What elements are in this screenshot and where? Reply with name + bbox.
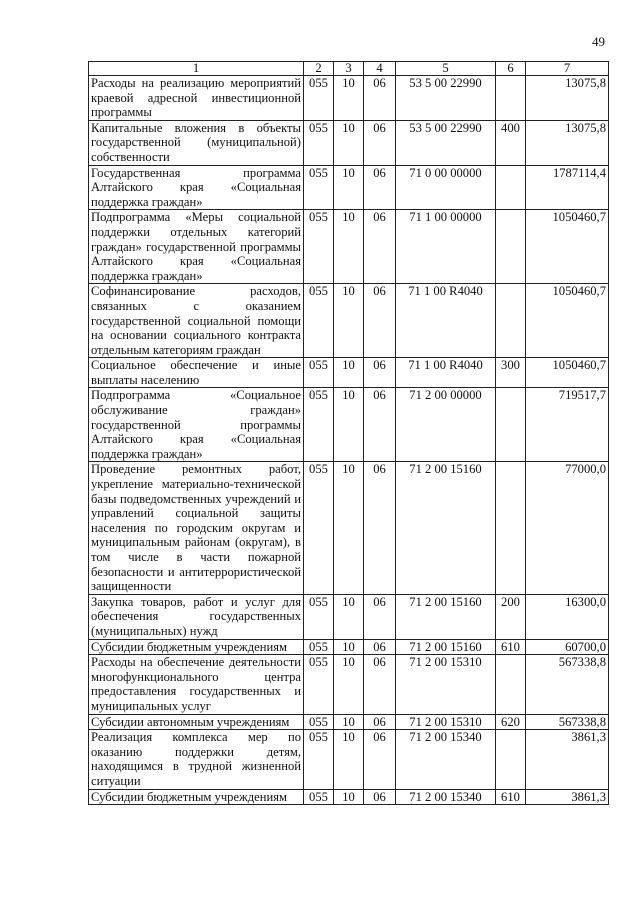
cell-amount: 719517,7 [526, 388, 609, 462]
cell-target-article: 71 1 00 R4040 [396, 284, 496, 358]
header-col-3: 3 [334, 62, 364, 76]
header-col-6: 6 [496, 62, 526, 76]
table-header [89, 62, 609, 76]
cell-section: 10 [334, 165, 364, 210]
cell-amount: 567338,8 [526, 714, 609, 730]
cell-amount: 13075,8 [526, 120, 609, 165]
cell-name: Субсидии бюджетным учреждениям [89, 639, 304, 655]
cell-ministry: 055 [304, 789, 334, 805]
cell-name: Реализация комплекса мер по оказанию поддержки детям, находящимся в трудной жизненной ситуации [89, 730, 304, 789]
cell-ministry: 055 [304, 594, 334, 639]
table-row [89, 388, 609, 462]
cell-name: Субсидии бюджетным учреждениям [89, 789, 304, 805]
cell-amount: 3861,3 [526, 789, 609, 805]
table-row [89, 655, 609, 714]
cell-section: 10 [334, 789, 364, 805]
cell-amount: 1050460,7 [526, 358, 609, 388]
cell-ministry: 055 [304, 655, 334, 714]
cell-amount: 77000,0 [526, 462, 609, 594]
table-row [89, 462, 609, 594]
cell-name: Капитальные вложения в объекты государственной (муниципальной) собственности [89, 120, 304, 165]
cell-amount: 1050460,7 [526, 284, 609, 358]
cell-subsection: 06 [364, 639, 396, 655]
cell-ministry: 055 [304, 165, 334, 210]
table-row [89, 165, 609, 210]
header-col-2: 2 [304, 62, 334, 76]
cell-section: 10 [334, 730, 364, 789]
cell-name: Софинансирование расходов, связанных с оказанием государственной социальной помощи на основании социального контракта отдельным категориям граждан [89, 284, 304, 358]
cell-subsection: 06 [364, 76, 396, 121]
cell-section: 10 [334, 655, 364, 714]
table-row [89, 210, 609, 284]
cell-target-article: 71 2 00 15340 [396, 730, 496, 789]
cell-target-article: 71 1 00 00000 [396, 210, 496, 284]
table-row [89, 789, 609, 805]
cell-ministry: 055 [304, 210, 334, 284]
cell-amount: 1787114,4 [526, 165, 609, 210]
table-row [89, 639, 609, 655]
table-row [89, 358, 609, 388]
header-row [89, 62, 609, 76]
cell-expense-type [496, 76, 526, 121]
cell-subsection: 06 [364, 284, 396, 358]
cell-subsection: 06 [364, 210, 396, 284]
cell-section: 10 [334, 639, 364, 655]
cell-ministry: 055 [304, 388, 334, 462]
header-col-5: 5 [396, 62, 496, 76]
cell-subsection: 06 [364, 120, 396, 165]
cell-subsection: 06 [364, 730, 396, 789]
cell-ministry: 055 [304, 462, 334, 594]
budget-table [88, 61, 609, 805]
cell-section: 10 [334, 210, 364, 284]
cell-ministry: 055 [304, 358, 334, 388]
cell-amount: 1050460,7 [526, 210, 609, 284]
cell-expense-type: 300 [496, 358, 526, 388]
cell-target-article: 71 2 00 15160 [396, 594, 496, 639]
header-col-7: 7 [526, 62, 609, 76]
cell-ministry: 055 [304, 714, 334, 730]
cell-subsection: 06 [364, 714, 396, 730]
cell-expense-type [496, 388, 526, 462]
cell-section: 10 [334, 462, 364, 594]
cell-expense-type: 400 [496, 120, 526, 165]
table-row [89, 76, 609, 121]
cell-name: Расходы на реализацию мероприятий краевой адресной инвестиционной программы [89, 76, 304, 121]
table-body [89, 76, 609, 805]
cell-target-article: 71 2 00 15160 [396, 462, 496, 594]
cell-target-article: 71 2 00 15310 [396, 714, 496, 730]
cell-ministry: 055 [304, 76, 334, 121]
cell-name: Подпрограмма «Меры социальной поддержки отдельных категорий граждан» государственной программы Алтайского края «Социальная поддержка граждан» [89, 210, 304, 284]
cell-target-article: 71 1 00 R4040 [396, 358, 496, 388]
cell-amount: 16300,0 [526, 594, 609, 639]
cell-ministry: 055 [304, 120, 334, 165]
cell-expense-type: 200 [496, 594, 526, 639]
cell-section: 10 [334, 388, 364, 462]
cell-name: Закупка товаров, работ и услуг для обеспечения государственных (муниципальных) нужд [89, 594, 304, 639]
cell-name: Расходы на обеспечение деятельности многофункционального центра предоставления государственных и муниципальных услуг [89, 655, 304, 714]
cell-amount: 13075,8 [526, 76, 609, 121]
cell-ministry: 055 [304, 730, 334, 789]
cell-amount: 60700,0 [526, 639, 609, 655]
cell-ministry: 055 [304, 284, 334, 358]
cell-name: Подпрограмма «Социальное обслуживание граждан» государственной программы Алтайского края «Социальная поддержка граждан» [89, 388, 304, 462]
cell-section: 10 [334, 714, 364, 730]
cell-ministry: 055 [304, 639, 334, 655]
cell-section: 10 [334, 358, 364, 388]
table-row [89, 284, 609, 358]
cell-target-article: 71 2 00 15340 [396, 789, 496, 805]
page-number: 49 [592, 34, 605, 49]
table-row [89, 594, 609, 639]
table-row [89, 120, 609, 165]
header-col-1: 1 [89, 62, 304, 76]
cell-subsection: 06 [364, 462, 396, 594]
cell-target-article: 71 2 00 15310 [396, 655, 496, 714]
cell-target-article: 53 5 00 22990 [396, 76, 496, 121]
cell-name: Государственная программа Алтайского края «Социальная поддержка граждан» [89, 165, 304, 210]
cell-amount: 567338,8 [526, 655, 609, 714]
cell-expense-type [496, 165, 526, 210]
cell-target-article: 71 0 00 00000 [396, 165, 496, 210]
cell-subsection: 06 [364, 165, 396, 210]
cell-expense-type [496, 284, 526, 358]
cell-expense-type [496, 462, 526, 594]
cell-name: Проведение ремонтных работ, укрепление материально-технической базы подведомственных учреждений и управлений социальной защиты населения по городским округам и муниципальным районам (округам), в том числе в части пожарной безопасности и антитеррористической защищенности [89, 462, 304, 594]
cell-amount: 3861,3 [526, 730, 609, 789]
cell-subsection: 06 [364, 594, 396, 639]
cell-section: 10 [334, 284, 364, 358]
cell-section: 10 [334, 120, 364, 165]
cell-target-article: 71 2 00 15160 [396, 639, 496, 655]
cell-expense-type [496, 210, 526, 284]
cell-section: 10 [334, 76, 364, 121]
cell-target-article: 71 2 00 00000 [396, 388, 496, 462]
cell-expense-type [496, 730, 526, 789]
cell-subsection: 06 [364, 655, 396, 714]
cell-target-article: 53 5 00 22990 [396, 120, 496, 165]
table-row [89, 714, 609, 730]
table-row [89, 730, 609, 789]
cell-name: Социальное обеспечение и иные выплаты населению [89, 358, 304, 388]
cell-expense-type: 620 [496, 714, 526, 730]
cell-subsection: 06 [364, 388, 396, 462]
cell-name: Субсидии автономным учреждениям [89, 714, 304, 730]
header-col-4: 4 [364, 62, 396, 76]
cell-section: 10 [334, 594, 364, 639]
cell-expense-type: 610 [496, 639, 526, 655]
cell-expense-type [496, 655, 526, 714]
cell-expense-type: 610 [496, 789, 526, 805]
cell-subsection: 06 [364, 358, 396, 388]
cell-subsection: 06 [364, 789, 396, 805]
